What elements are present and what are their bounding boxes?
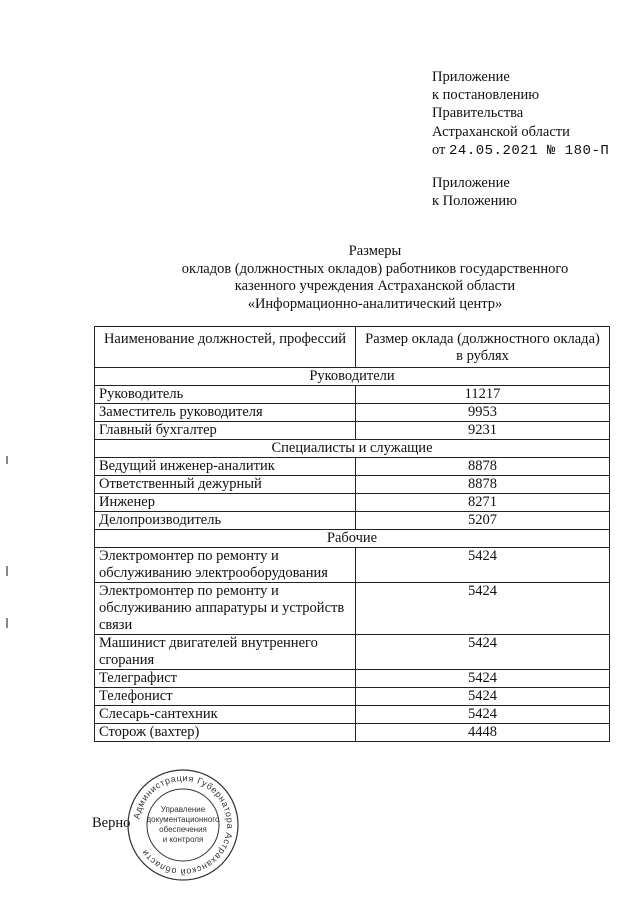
position-name: Сторож (вахтер) [95,724,356,742]
position-name: Ответственный дежурный [95,476,356,494]
appendix-line: Астраханской области [432,123,570,140]
position-name: Заместитель руководителя [95,404,356,422]
table-row [95,670,610,688]
title-line: казенного учреждения Астраханской области [234,278,516,294]
table-row [95,635,610,670]
position-name: Ведущий инженер-аналитик [95,458,356,476]
appendix-to-regulation [432,174,517,210]
header-position: Наименование должностей, профессий [95,327,356,368]
position-name: Телефонист [95,688,356,706]
position-name: Руководитель [95,386,356,404]
title-line: Размеры [348,243,402,259]
table-row [95,386,610,404]
section-title: Руководители [95,368,610,386]
date-value: 24.05.2021 № 180-П [449,142,610,159]
position-name: Слесарь-сантехник [95,706,356,724]
salary-value: 5424 [356,670,610,688]
table-row [95,583,610,635]
table-row [95,476,610,494]
appendix-block [432,68,609,160]
appendix-line: к постановлению [432,87,540,104]
salary-value: 5424 [356,548,610,583]
stamp-center-line: обеспечения [159,825,207,834]
appendix-line: Правительства [432,105,524,122]
scan-mark [6,456,8,464]
section-title: Специалисты и служащие [95,440,610,458]
salary-table [94,326,610,742]
appendix-date [432,141,609,160]
salary-value: 9953 [356,404,610,422]
scan-mark [6,618,8,628]
table-row [95,512,610,530]
appendix2-line: Приложение [432,175,510,191]
title-line: «Информационно-аналитический центр» [247,295,503,312]
salary-value: 5424 [356,583,610,635]
table-row [95,548,610,583]
date-prefix: от [432,141,446,158]
official-stamp [126,768,240,882]
table-row [95,706,610,724]
verno-label: Верно [92,815,131,831]
title-line: окладов (должностных окладов) работников государственного [181,260,569,277]
stamp-center-line: и контроля [162,835,204,844]
position-name: Телеграфист [95,670,356,688]
stamp-center-line: Управление [160,805,206,814]
salary-value: 4448 [356,724,610,742]
table-row [95,422,610,440]
salary-value: 11217 [356,386,610,404]
position-name: Электромонтер по ремонту и обслуживанию электрооборудования [95,548,356,583]
position-name: Инженер [95,494,356,512]
scan-mark [6,566,8,576]
salary-value: 9231 [356,422,610,440]
salary-value: 5207 [356,512,610,530]
salary-value: 5424 [356,635,610,670]
position-name: Машинист двигателей внутреннего сгорания [95,635,356,670]
section-title: Рабочие [95,530,610,548]
table-header-row [95,327,610,368]
salary-value: 5424 [356,706,610,724]
position-name: Электромонтер по ремонту и обслуживанию аппаратуры и устройств связи [95,583,356,635]
table-row [95,688,610,706]
appendix2-line: к Положению [432,193,517,210]
position-name: Делопроизводитель [95,512,356,530]
stamp-ring-text: Администрация Губернатора Астраханской области [131,772,236,878]
section-row [95,530,610,548]
section-row [95,368,610,386]
table-row [95,458,610,476]
table-row [95,724,610,742]
table-row [95,494,610,512]
section-row [95,440,610,458]
salary-value: 5424 [356,688,610,706]
header-salary: Размер оклада (должностного оклада) в рублях [356,327,610,368]
stamp-center-line: документационного [146,815,220,824]
salary-value: 8878 [356,476,610,494]
salary-value: 8878 [356,458,610,476]
table-row [95,404,610,422]
appendix-line: Приложение [432,69,510,85]
document-title [150,243,600,313]
salary-value: 8271 [356,494,610,512]
position-name: Главный бухгалтер [95,422,356,440]
